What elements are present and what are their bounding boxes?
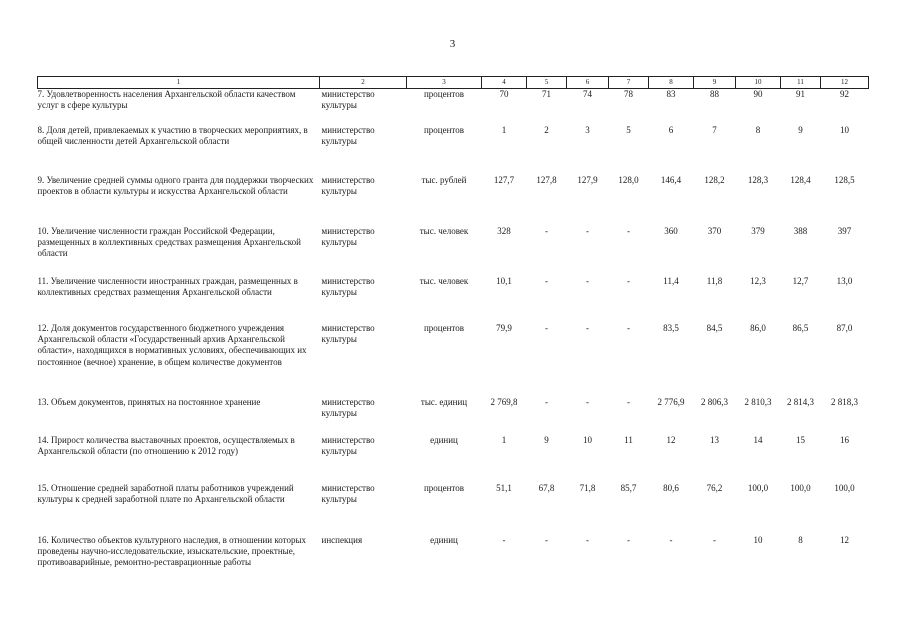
value-cell: 100,0	[790, 482, 811, 493]
agency-cell: министерство культуры	[321, 89, 375, 111]
value-cell: 86,0	[750, 322, 766, 333]
value-cell: 127,7	[493, 174, 515, 185]
column-header: 2	[320, 77, 407, 89]
table-row	[38, 125, 869, 175]
agency-cell: министерство культуры	[321, 124, 375, 146]
value-cell: 12,7	[792, 275, 809, 286]
indicator-name-cell: 15. Отношение средней заработной платы работников учреждений культуры к средней заработной плате по Архангельской области	[37, 482, 294, 504]
agency-cell: инспекция	[321, 534, 363, 545]
agency-cell: министерство культуры	[321, 322, 375, 344]
value-cell: 12	[840, 534, 849, 545]
value-cell: 83,5	[663, 322, 679, 333]
unit-cell: процентов	[423, 89, 464, 99]
value-cell: 128,4	[790, 174, 811, 185]
unit-cell: процентов	[423, 124, 464, 135]
unit-cell: тыс. единиц	[420, 396, 468, 407]
value-cell: 74	[583, 89, 592, 99]
value-cell: 128,0	[618, 174, 639, 185]
value-cell: 8	[755, 124, 761, 135]
column-header: 11	[781, 77, 821, 89]
column-header: 8	[649, 77, 694, 89]
column-header: 4	[482, 77, 527, 89]
value-cell: 6	[668, 124, 674, 135]
value-cell: 2 818,3	[831, 396, 858, 407]
table-row	[38, 535, 869, 583]
value-cell: 370	[707, 225, 722, 236]
agency-cell: министерство культуры	[321, 434, 375, 456]
value-cell: 9	[544, 434, 549, 445]
value-cell: -	[586, 396, 589, 407]
value-cell: 128,5	[834, 174, 855, 185]
column-header: 5	[527, 77, 567, 89]
value-cell: 12,3	[750, 275, 766, 286]
value-cell: 10	[583, 434, 592, 445]
value-cell: 15	[796, 434, 805, 445]
page-number: 3	[449, 38, 456, 50]
table-row	[38, 397, 869, 435]
value-cell: 127,8	[536, 174, 557, 185]
value-cell: 360	[664, 225, 678, 236]
column-header: 9	[694, 77, 736, 89]
value-cell: -	[627, 275, 630, 286]
value-cell: 10	[840, 124, 849, 135]
value-cell: 13,0	[836, 275, 853, 286]
indicator-name-cell: 16. Количество объектов культурного наследия, в отношении которых проведены научно-исследовательские, изыскательские, проектные, противоаварийные, ремонтно-реставрационные работы	[37, 534, 306, 568]
value-cell: 67,8	[538, 482, 555, 493]
table-row	[38, 276, 869, 323]
indicators-table	[37, 76, 869, 583]
table-row	[38, 175, 869, 226]
value-cell: 16	[840, 434, 849, 445]
column-header: 6	[567, 77, 609, 89]
value-cell: -	[545, 322, 548, 333]
value-cell: 379	[751, 225, 765, 236]
value-cell: 78	[624, 89, 633, 99]
value-cell: 397	[837, 225, 852, 236]
indicator-name-cell: 11. Увеличение численности иностранных граждан, размещенных в коллективных средствах размещения Архангельской области	[37, 275, 298, 297]
value-cell: 1	[501, 434, 507, 445]
agency-cell: министерство культуры	[321, 482, 375, 504]
value-cell: 100,0	[747, 482, 769, 493]
value-cell: 7	[712, 124, 717, 135]
value-cell: -	[586, 275, 589, 286]
value-cell: 10	[753, 534, 763, 545]
value-cell: 71,8	[579, 482, 596, 493]
value-cell: 328	[497, 225, 511, 236]
value-cell: 2 776,9	[657, 396, 685, 407]
value-cell: 128,3	[747, 174, 769, 185]
value-cell: -	[627, 534, 630, 545]
value-cell: 84,5	[706, 322, 723, 333]
value-cell: -	[586, 225, 589, 236]
value-cell: -	[627, 225, 630, 236]
value-cell: 1	[501, 124, 507, 135]
table-row	[38, 226, 869, 276]
value-cell: 90	[753, 89, 763, 99]
value-cell: 11,4	[663, 275, 679, 286]
value-cell: 51,1	[496, 482, 512, 493]
column-header: 1	[38, 77, 320, 89]
value-cell: -	[545, 534, 548, 545]
indicator-name-cell: 12. Доля документов государственного бюджетного учреждения Архангельской области «Государственный архив Архангельской области», находящихся в нормативных условиях, обеспечивающих их постоянное (вечное) хранение, в общем количестве документов	[37, 322, 307, 367]
value-cell: 11,8	[706, 275, 723, 286]
column-header: 3	[407, 77, 482, 89]
unit-cell: единиц	[430, 534, 458, 545]
value-cell: 13	[710, 434, 719, 445]
value-cell: 11	[624, 434, 633, 445]
value-cell: 2 806,3	[701, 396, 728, 407]
value-cell: 91	[796, 89, 805, 99]
value-cell: 86,5	[792, 322, 809, 333]
value-cell: -	[627, 396, 630, 407]
value-cell: 3	[585, 124, 590, 135]
value-cell: 88	[710, 89, 719, 99]
value-cell: 2 810,3	[744, 396, 772, 407]
agency-cell: министерство культуры	[321, 396, 375, 418]
value-cell: 128,2	[704, 174, 725, 185]
agency-cell: министерство культуры	[321, 275, 375, 297]
value-cell: 127,9	[577, 174, 598, 185]
unit-cell: тыс. человек	[419, 275, 469, 286]
indicator-name-cell: 7. Удовлетворенность населения Архангельской области качеством услуг в сфере культуры	[37, 89, 296, 111]
value-cell: 85,7	[620, 482, 637, 493]
value-cell: 2	[544, 124, 549, 135]
value-cell: 83	[666, 89, 676, 99]
value-cell: 80,6	[663, 482, 679, 493]
column-header: 10	[736, 77, 781, 89]
value-cell: 9	[798, 124, 803, 135]
indicator-name-cell: 14. Прирост количества выставочных проектов, осуществляемых в Архангельской области (по отношению к 2012 году)	[37, 434, 295, 456]
table-row	[38, 435, 869, 483]
value-cell: 5	[626, 124, 631, 135]
value-cell: -	[586, 322, 589, 333]
value-cell: 100,0	[834, 482, 855, 493]
agency-cell: министерство культуры	[321, 174, 375, 196]
unit-cell: единиц	[430, 434, 458, 445]
value-cell: -	[545, 275, 548, 286]
table-header-row	[38, 77, 869, 89]
value-cell: -	[713, 534, 716, 545]
value-cell: 70	[499, 89, 509, 99]
value-cell: 71	[542, 89, 551, 99]
value-cell: 14	[753, 434, 763, 445]
value-cell: 87,0	[836, 322, 853, 333]
column-header: 12	[821, 77, 869, 89]
value-cell: 10,1	[496, 275, 512, 286]
agency-cell: министерство культуры	[321, 225, 375, 247]
indicator-name-cell: 8. Доля детей, привлекаемых к участию в творческих мероприятиях, в общей численности детей Архангельской области	[37, 124, 308, 146]
value-cell: 8	[798, 534, 803, 545]
unit-cell: процентов	[423, 322, 464, 333]
indicator-name-cell: 9. Увеличение средней суммы одного гранта для поддержки творческих проектов в области культуры и искусства Архангельской области	[37, 174, 314, 196]
column-header: 7	[609, 77, 649, 89]
value-cell: -	[586, 534, 589, 545]
value-cell: -	[669, 534, 673, 545]
value-cell: 2 769,8	[490, 396, 518, 407]
value-cell: -	[545, 225, 548, 236]
indicator-name-cell: 10. Увеличение численности граждан Российской Федерации, размещенных в коллективных средствах размещения Архангельской области	[37, 225, 302, 259]
value-cell: 92	[840, 89, 849, 99]
value-cell: -	[627, 322, 630, 333]
value-cell: 76,2	[706, 482, 723, 493]
unit-cell: тыс. человек	[419, 225, 469, 236]
value-cell: 2 814,3	[787, 396, 814, 407]
unit-cell: процентов	[423, 482, 464, 493]
table-row	[38, 483, 869, 535]
unit-cell: тыс. рублей	[421, 174, 467, 185]
value-cell: -	[502, 534, 506, 545]
value-cell: -	[545, 396, 548, 407]
value-cell: 79,9	[496, 322, 512, 333]
table-row	[38, 323, 869, 397]
value-cell: 388	[793, 225, 808, 236]
indicator-name-cell: 13. Объем документов, принятых на постоянное хранение	[37, 396, 261, 407]
value-cell: 12	[666, 434, 676, 445]
value-cell: 146,4	[660, 174, 682, 185]
table-row	[38, 89, 869, 125]
